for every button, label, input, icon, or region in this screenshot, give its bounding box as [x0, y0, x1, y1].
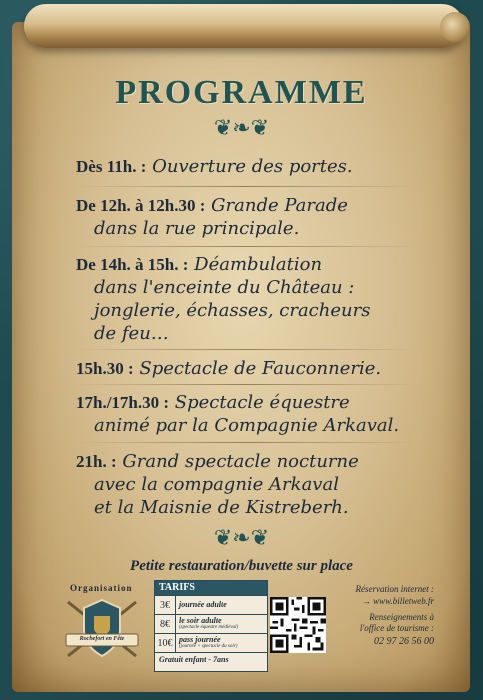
- ornament-flourish-icon: ❦❧❦: [213, 116, 270, 141]
- schedule-text: Spectacle équestre: [174, 392, 350, 413]
- divider: [76, 186, 416, 187]
- tarif-label-text: le soir adulte: [179, 616, 222, 625]
- schedule-time: 15h.30 :: [76, 359, 134, 378]
- schedule-text: Ouverture des portes.: [152, 156, 353, 177]
- tarif-label: [176, 636, 237, 650]
- organisation-logo-text: Rochefort en Fête: [79, 636, 125, 642]
- restauration-note: Petite restauration/buvette sur place: [130, 558, 353, 574]
- tarif-note: (spectacle équestre médiéval): [179, 625, 239, 630]
- tarifs-header: TARIFS: [155, 581, 267, 595]
- schedule-text: Grand spectacle nocturne: [122, 451, 359, 472]
- schedule-entry: [76, 155, 421, 178]
- schedule-text: Spectacle de Fauconnerie.: [139, 358, 382, 379]
- schedule-entry: [76, 357, 421, 380]
- tarifs-table: [154, 580, 268, 672]
- reservation-label: Réservation internet :: [355, 584, 434, 594]
- tarif-row: [155, 614, 267, 633]
- tarif-label: [176, 601, 227, 609]
- schedule-text: jonglerie, échasses, cracheurs: [94, 300, 371, 321]
- scroll-roll: [24, 4, 464, 48]
- tarif-label: [176, 617, 238, 631]
- renseignements-label: l'office de tourisme :: [359, 623, 434, 633]
- schedule-time: Dès 11h. :: [76, 157, 147, 176]
- tarif-label-text: pass journée: [179, 635, 221, 644]
- schedule-text: dans la rue principale.: [94, 218, 300, 239]
- schedule-text: Grande Parade: [211, 195, 348, 216]
- poster-title: PROGRAMME: [115, 74, 368, 111]
- schedule-text: Déambulation: [194, 254, 323, 275]
- tarif-price: 3€: [155, 596, 176, 614]
- schedule-time: 17h./17h.30 :: [76, 393, 170, 412]
- phone-number[interactable]: 02 97 26 56 00: [374, 636, 434, 647]
- tarif-free-children: Gratuit enfant - 7ans: [155, 652, 267, 666]
- organisation-label: Organisation: [70, 583, 133, 593]
- tarif-row: [155, 595, 267, 614]
- divider: [76, 349, 416, 350]
- divider: [76, 246, 416, 247]
- reservation-link[interactable]: → www.billetweb.fr: [361, 596, 434, 606]
- schedule-time: De 12h. à 12h.30 :: [76, 196, 206, 215]
- qr-code-icon[interactable]: [270, 597, 326, 653]
- schedule-text: dans l'enceinte du Château :: [94, 277, 355, 298]
- schedule-text: de feu…: [94, 323, 169, 344]
- tarif-row: [155, 633, 267, 652]
- schedule-entry: [76, 194, 421, 240]
- schedule-text: avec la compagnie Arkaval: [94, 474, 339, 495]
- schedule-entry: [76, 253, 421, 345]
- scroll-curl: [440, 12, 470, 42]
- divider: [76, 384, 416, 385]
- schedule-entry: [76, 450, 421, 519]
- tarif-price: 10€: [155, 634, 176, 652]
- schedule-text: et la Maisnie de Kistreberh.: [94, 497, 349, 518]
- tarif-label-text: journée adulte: [179, 600, 227, 609]
- schedule-text: animé par la Compagnie Arkaval.: [94, 415, 400, 436]
- tarif-note: (journée + spectacle du soir): [179, 644, 238, 649]
- schedule-time: 21h. :: [76, 452, 117, 471]
- organisation-logo: [62, 596, 142, 660]
- ornament-flourish-icon: ❦❧❦: [213, 526, 270, 551]
- schedule-time: De 14h. à 15h. :: [76, 255, 189, 274]
- divider: [76, 442, 416, 443]
- tarif-price: 8€: [155, 615, 176, 633]
- schedule-entry: [76, 391, 421, 437]
- renseignements-label: Renseignements à: [369, 612, 434, 622]
